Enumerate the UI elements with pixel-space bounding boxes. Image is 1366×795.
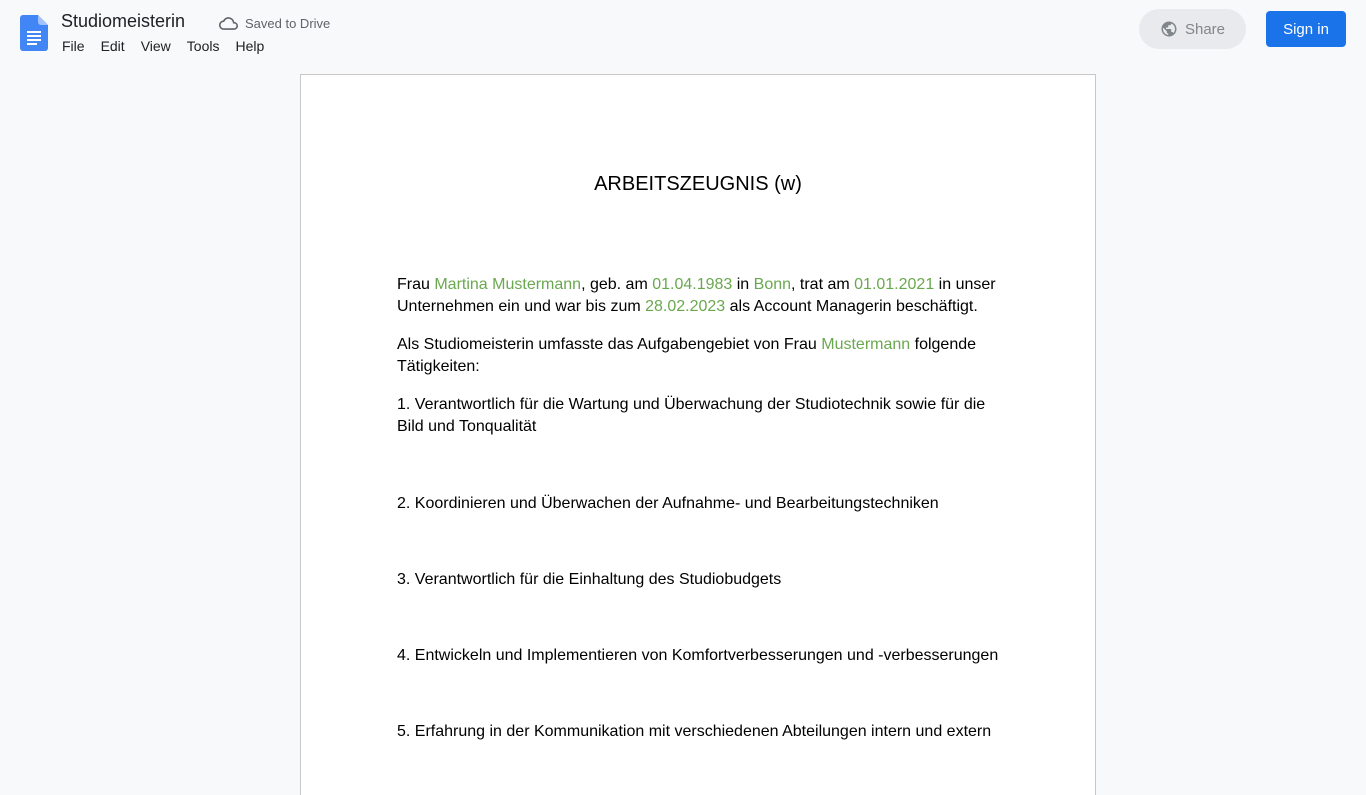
text-run: als Account Managerin beschäftigt. (725, 298, 978, 315)
menu-edit[interactable]: Edit (100, 38, 125, 54)
birth-place: Bonn (753, 276, 792, 293)
task-item-1: 1. Verantwortlich für die Wartung und Überwachung der Studiotechnik sowie für die Bild und Tonqualität (397, 396, 986, 435)
task-item-4: 4. Entwickeln und Implementieren von Komfortverbesserungen und -verbesserungen (397, 647, 999, 664)
document-page[interactable] (300, 74, 1096, 795)
document-heading: ARBEITSZEUGNIS (w) (594, 173, 802, 195)
menu-file[interactable]: File (62, 38, 85, 54)
text-run: in (732, 276, 754, 293)
text-run: folgende Tätigkeiten: (397, 336, 977, 375)
text-run: Als Studiomeisterin umfasste das Aufgabengebiet von Frau (397, 336, 822, 353)
text-run: , trat am (791, 276, 855, 293)
menu-tools[interactable]: Tools (186, 38, 220, 54)
duties-intro-paragraph (397, 334, 1007, 378)
app-header (0, 0, 1366, 64)
save-status[interactable] (219, 14, 330, 32)
globe-icon (1160, 20, 1178, 38)
employee-name: Martina Mustermann (434, 276, 582, 293)
intro-paragraph (397, 274, 1007, 318)
birth-date: 01.04.1983 (652, 276, 733, 293)
task-item-2: 2. Koordinieren und Überwachen der Aufnahme- und Bearbeitungstechniken (397, 495, 939, 512)
text-run: in unser Unternehmen ein und war bis zum (397, 276, 996, 315)
task-item-3: 3. Verantwortlich für die Einhaltung des Studiobudgets (397, 571, 782, 588)
menu-view[interactable]: View (140, 38, 171, 54)
cloud-done-icon (219, 14, 238, 33)
sign-in-button[interactable]: Sign in (1266, 11, 1346, 47)
menu-help[interactable]: Help (235, 38, 265, 54)
share-button[interactable] (1139, 9, 1246, 49)
text-run: Frau (397, 276, 435, 293)
share-label: Share (1184, 20, 1226, 38)
document-title[interactable]: Studiomeisterin (61, 11, 186, 31)
start-date: 01.01.2021 (854, 276, 935, 293)
task-item-5: 5. Erfahrung in der Kommunikation mit verschiedenen Abteilungen intern und extern (397, 723, 992, 740)
docs-logo-icon[interactable] (20, 15, 48, 51)
menu-bar (54, 36, 272, 56)
employee-surname: Mustermann (821, 336, 911, 353)
end-date: 28.02.2023 (645, 298, 726, 315)
save-status-label: Saved to Drive (245, 15, 331, 31)
text-run: , geb. am (581, 276, 653, 293)
